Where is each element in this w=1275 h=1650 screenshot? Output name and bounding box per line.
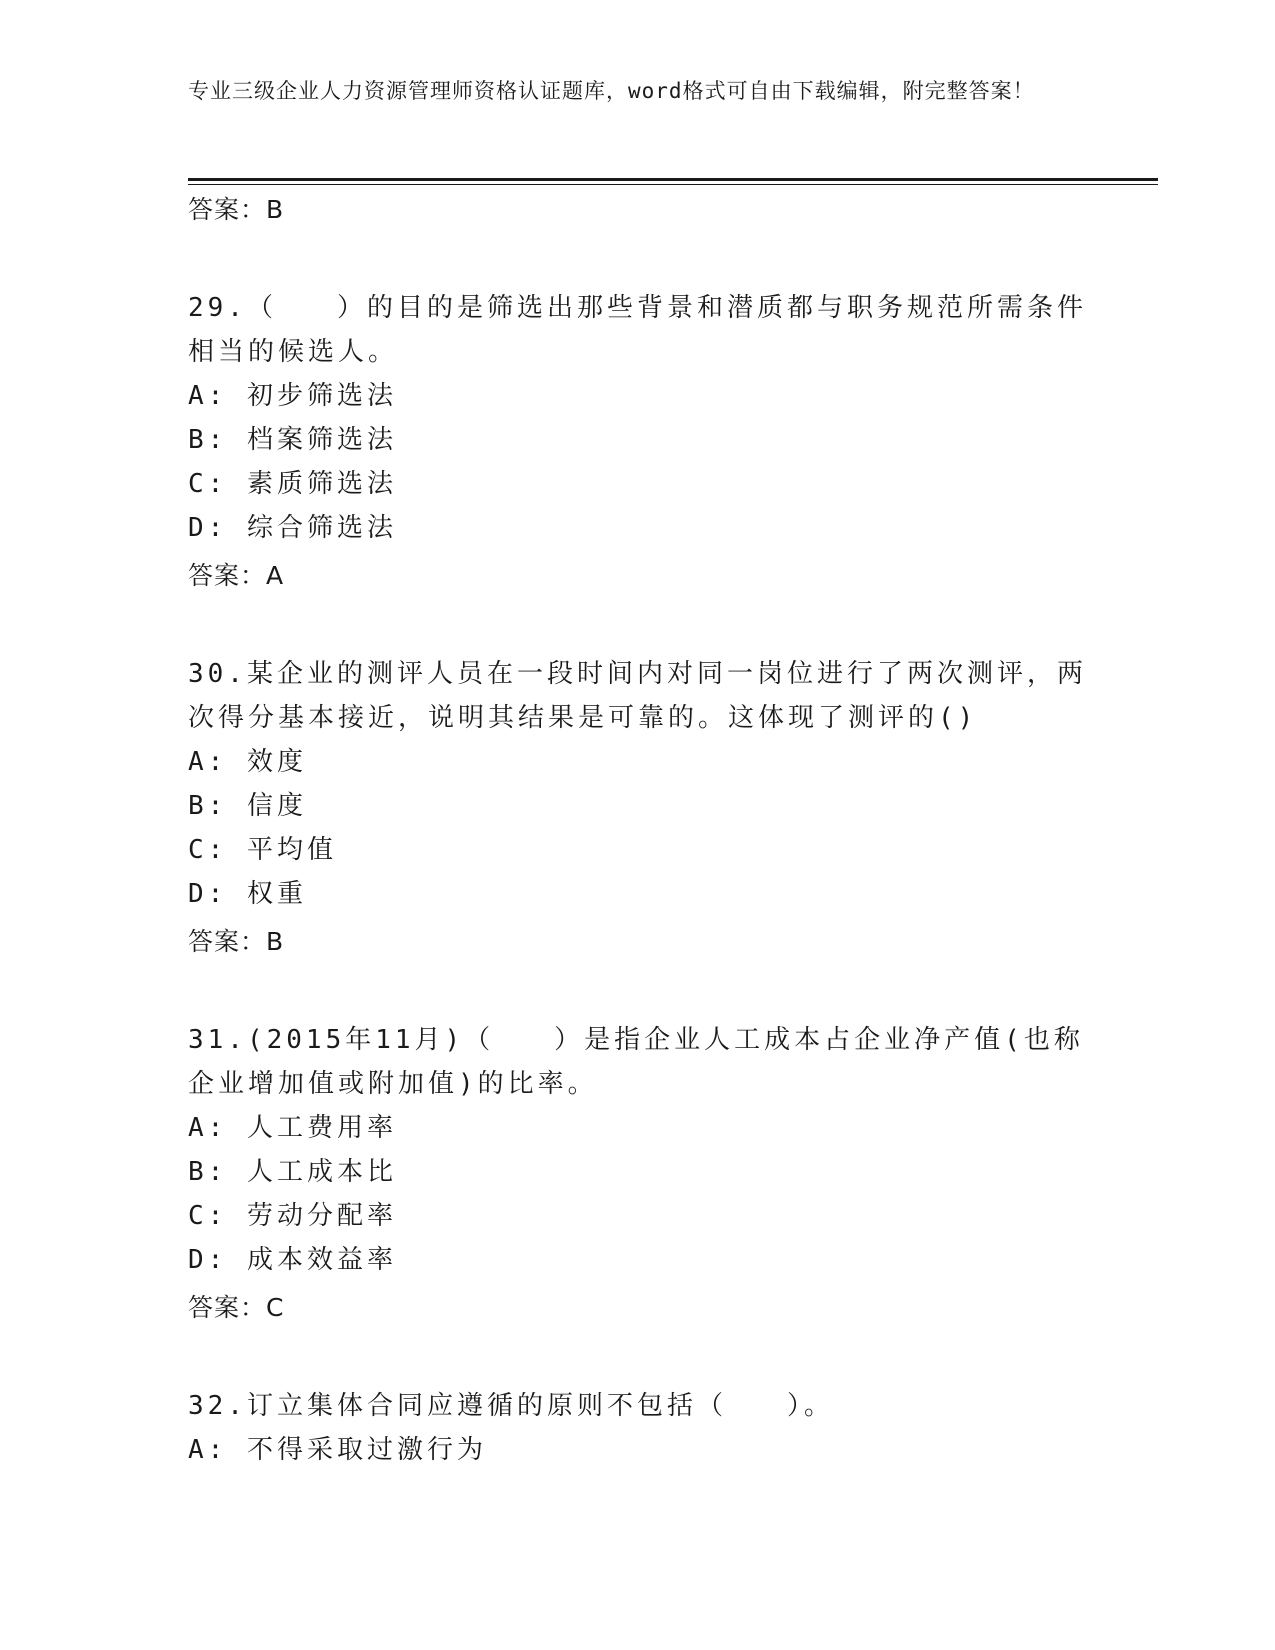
option-b: B: 档案筛选法 — [188, 425, 397, 455]
option-a: A: 效度 — [188, 747, 307, 777]
option-a: A: 初步筛选法 — [188, 381, 397, 411]
option-c: C: 素质筛选法 — [188, 469, 397, 499]
option-a: A: 不得采取过激行为 — [188, 1435, 487, 1465]
option-a: A: 人工费用率 — [188, 1113, 397, 1143]
question-30 — [188, 652, 1088, 960]
option-c: C: 劳动分配率 — [188, 1201, 397, 1231]
question-answer: 答案：A — [188, 561, 285, 590]
question-stem: 30.某企业的测评人员在一段时间内对同一岗位进行了两次测评，两次得分基本接近，说明其结果是可靠的。这体现了测评的() — [188, 659, 1087, 733]
question-stem: 29.（ ）的目的是筛选出那些背景和潜质都与职务规范所需条件相当的候选人。 — [188, 293, 1087, 367]
question-stem: 32.订立集体合同应遵循的原则不包括（ ）。 — [188, 1391, 834, 1421]
question-29 — [188, 286, 1088, 594]
question-stem: 31.(2015年11月)（ ）是指企业人工成本占企业净产值(也称企业增加值或附加值)的比率。 — [188, 1025, 1084, 1099]
option-c: C: 平均值 — [188, 835, 337, 865]
option-b: B: 信度 — [188, 791, 307, 821]
question-answer: 答案：B — [188, 927, 285, 956]
header-rule-thin — [188, 184, 1158, 185]
question-list — [188, 192, 1088, 1472]
option-d: D: 成本效益率 — [188, 1245, 397, 1275]
previous-question-answer: 答案：B — [188, 195, 285, 224]
question-32 — [188, 1384, 1088, 1472]
option-d: D: 综合筛选法 — [188, 513, 397, 543]
header-rule-thick — [188, 178, 1158, 181]
option-b: B: 人工成本比 — [188, 1157, 397, 1187]
option-d: D: 权重 — [188, 879, 307, 909]
document-header-note: 专业三级企业人力资源管理师资格认证题库，word格式可自由下载编辑，附完整答案！ — [188, 79, 1035, 103]
question-31 — [188, 1018, 1088, 1326]
question-answer: 答案：C — [188, 1293, 285, 1322]
